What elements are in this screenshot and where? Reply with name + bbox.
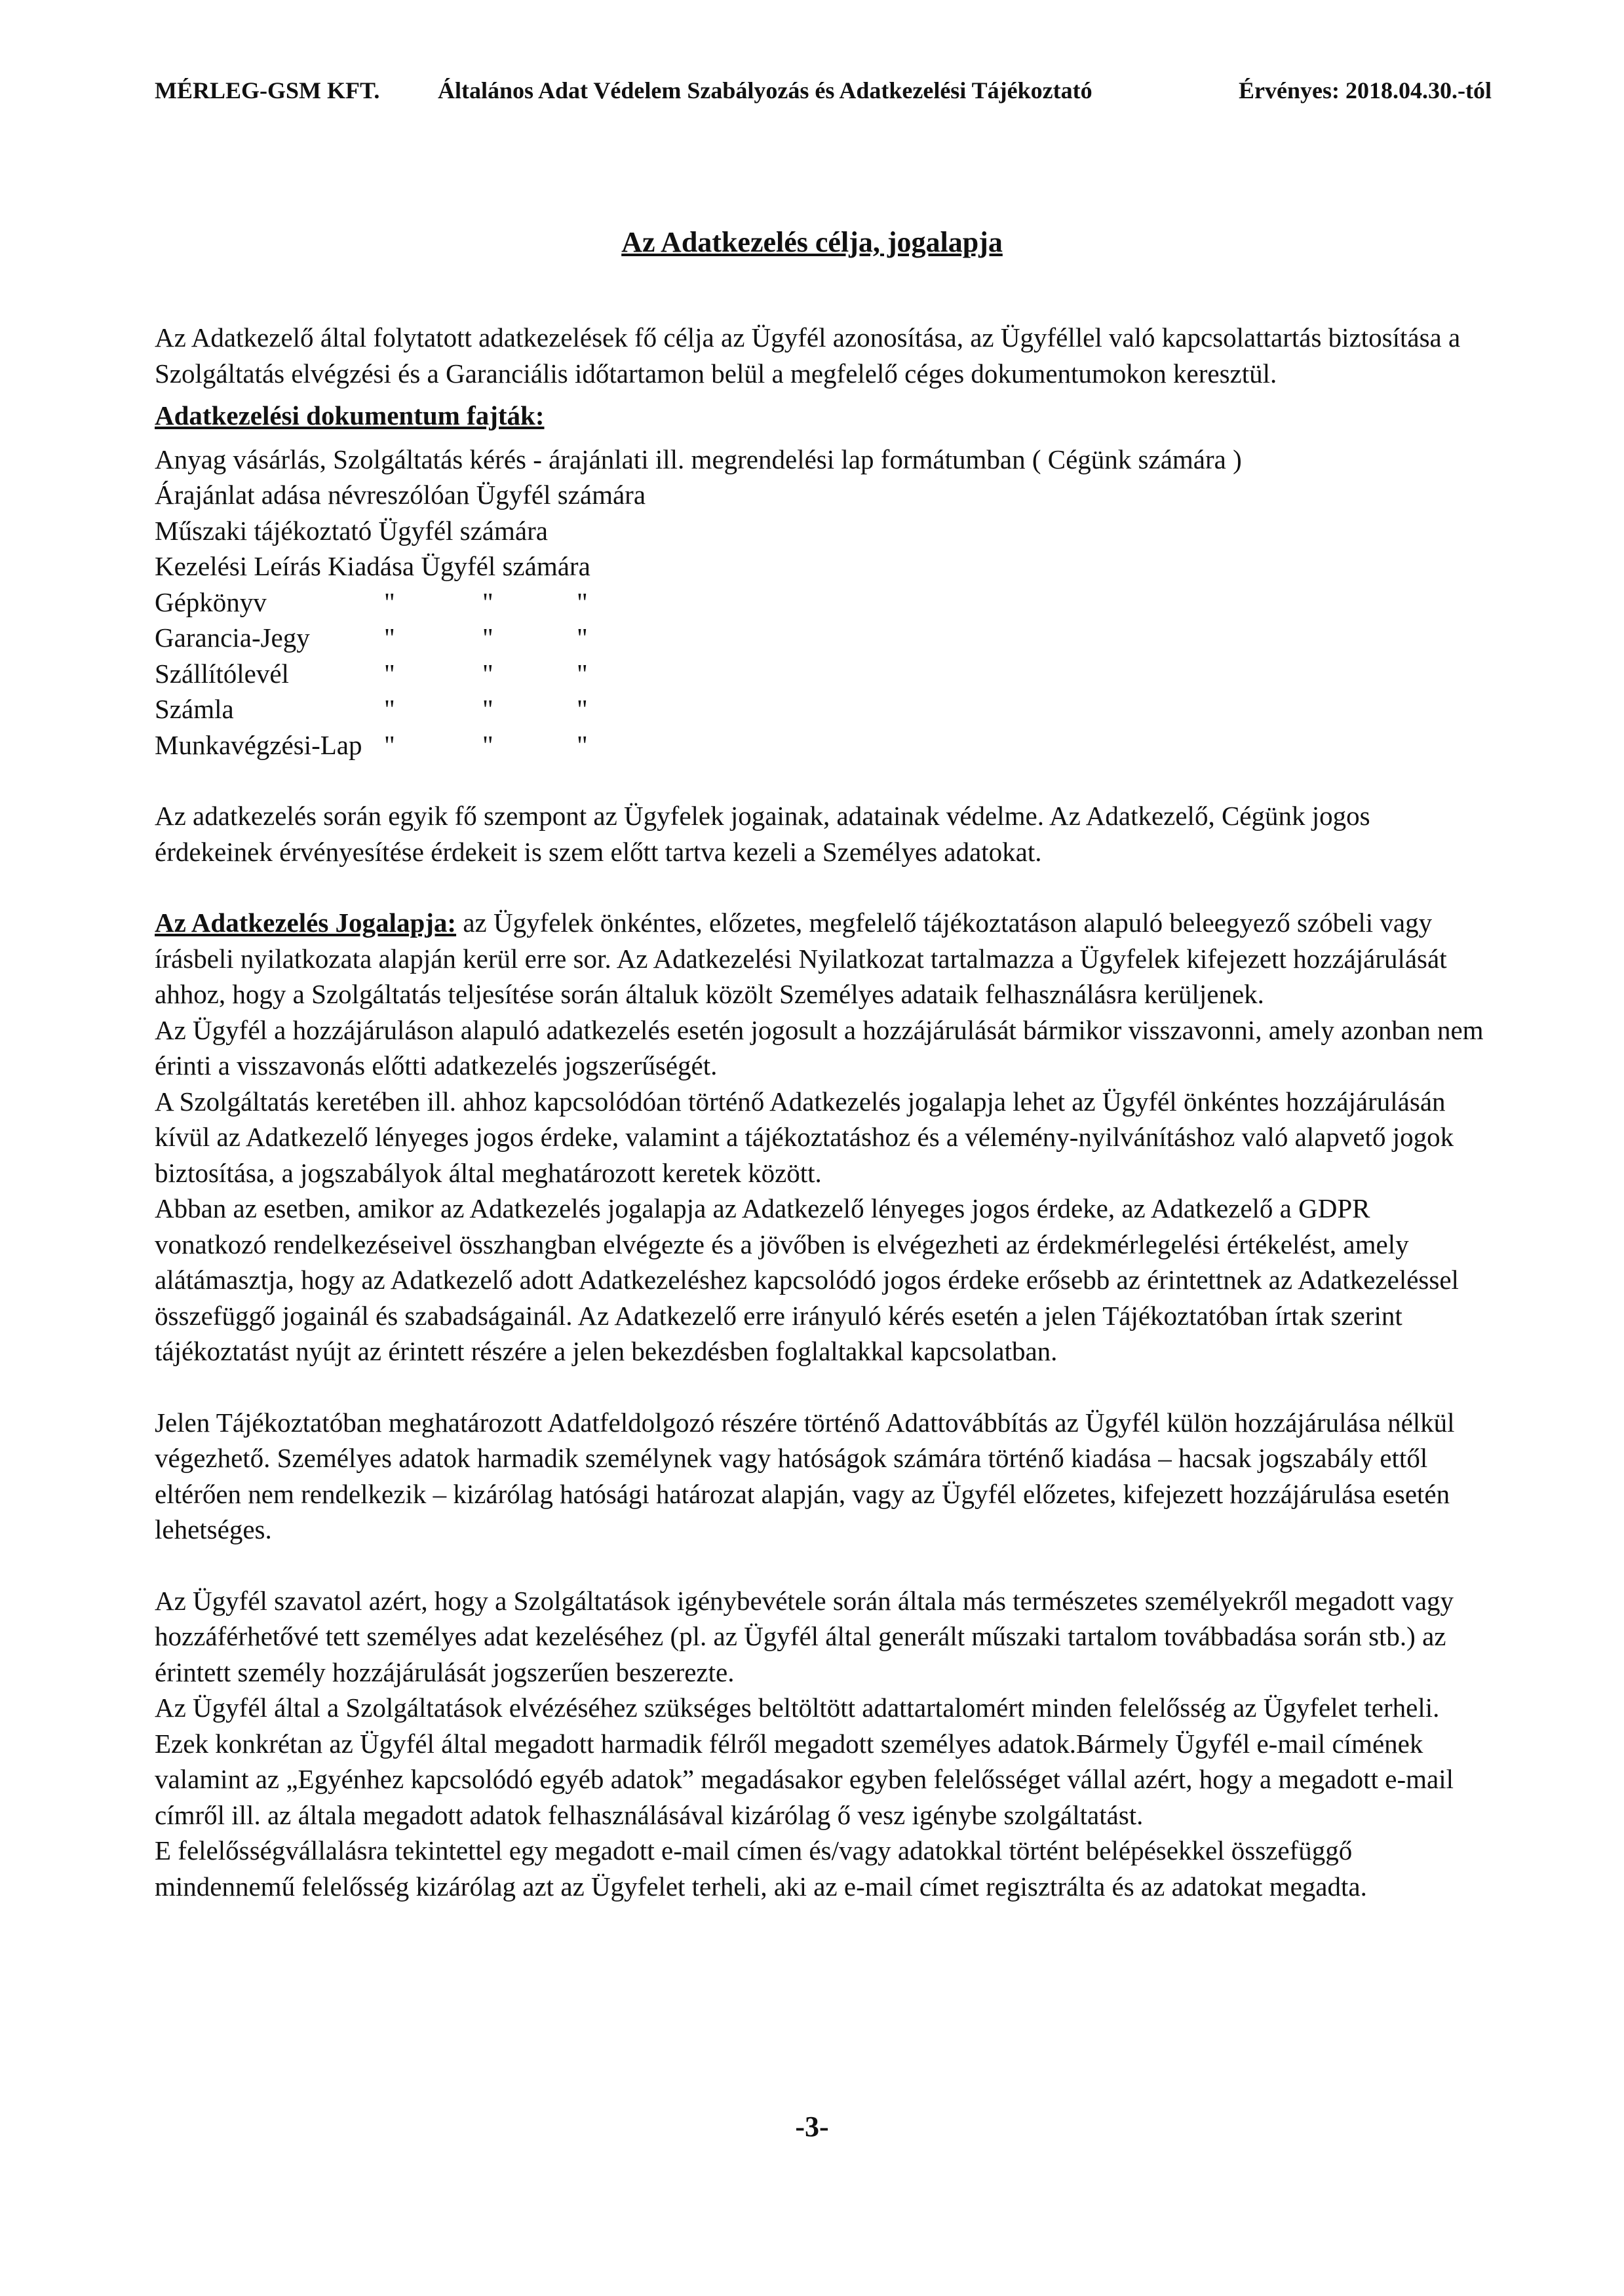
list-item — [155, 620, 1485, 656]
section-title: Az Adatkezelés célja, jogalapja — [621, 226, 1003, 258]
doc-type-list — [155, 584, 1485, 763]
doc-type-name: Garancia-Jegy — [155, 622, 310, 653]
legal-interest-paragraph: A Szolgáltatás keretében ill. ahhoz kapcsolódóan történő Adatkezelés jogalapja lehet az Ügyfél önkéntes hozzájárulásán kívül az Adatkezelő lényeges jogos érdeke, valamint a tájékoztatáshoz és a vélemény-nyilvánításhoz való alapvető jogok biztosítása, a jogszabályok által meghatározott keretek között. — [155, 1086, 1454, 1188]
page-number: -3- — [795, 2111, 829, 2143]
third-party-data-paragraph: Az Ügyfél szavatol azért, hogy a Szolgáltatások igénybevétele során általa más természetes személyekről megadott vagy hozzáférhetővé tett személyes adat kezeléséhez (pl. az Ügyfél által generált műszaki tartalom továbbadása során stb.) az érintett személy hozzájárulását jogszerűen beszerezte. — [155, 1585, 1454, 1687]
consent-withdrawal-paragraph: Az Ügyfél a hozzájáruláson alapuló adatkezelés esetén jogosult a hozzájárulását bármikor visszavonni, amely azonban nem érinti a visszavonás előtti adatkezelés jogszerűségét. — [155, 1014, 1484, 1081]
doc-type-line: Kezelési Leírás Kiadása Ügyfél számára — [155, 551, 590, 581]
list-item — [155, 727, 1485, 763]
doc-type-line: Anyag vásárlás, Szolgáltatás kérés - árajánlati ill. megrendelési lap formátumban ( Cégünk számára ) — [155, 444, 1242, 474]
ditto-mark: " — [384, 729, 395, 760]
doc-type-line: Árajánlat adása névreszólóan Ügyfél számára — [155, 480, 646, 510]
ditto-mark: " — [482, 658, 493, 689]
ditto-mark: " — [384, 694, 395, 724]
ditto-mark: " — [577, 694, 588, 724]
client-responsibility-paragraph: Az Ügyfél által a Szolgáltatások elvézéséhez szükséges beltöltött adattartalomért minden felelősség az Ügyfelet terheli. Ezek konkrétan az Ügyfél által megadott harmadik félről megadott személyes adatok.Bármely Ügyfél e-mail címének valamint az „Egyénhez kapcsolódó egyéb adatok” megadásakor egyben felelősséget vállal azért, hogy a megadott e-mail címről ill. az általa megadott adatok felhasználásával kizárólag ő vesz igénybe szolgáltatást. — [155, 1693, 1454, 1830]
legal-basis-paragraph — [155, 905, 1485, 1012]
gdpr-balancing-paragraph: Abban az esetben, amikor az Adatkezelés jogalapja az Adatkezelő lényeges jogos érdeke, az Adatkezelő a GDPR vonatkozó rendelkezéseivel összhangban elvégezte és a jövőben is elvégezheti az érdekmérlegelési értékelést, amely alátámasztja, hogy az Adatkezelő adott Adatkezeléshez kapcsolódó jogos érdeke erősebb az érintettnek az Adatkezeléssel összefüggő jogainál és szabadságainál. Az Adatkezelő erre irányuló kérés esetén a jelen Tájékoztatóban írtak szerint tájékoztatást nyújt az érintett részére a jelen bekezdésben foglaltakkal kapcsolatban. — [155, 1193, 1459, 1366]
header-document-title: Általános Adat Védelem Szabályozás és Adatkezelési Tájékoztató — [438, 77, 1092, 104]
header-valid-from: Érvényes: 2018.04.30.-tól — [1239, 77, 1492, 104]
doc-type-name: Szállítólevél — [155, 658, 289, 689]
doc-type-name: Munkavégzési-Lap — [155, 729, 362, 760]
ditto-mark: " — [482, 622, 493, 653]
page-header — [155, 71, 1492, 110]
list-item — [155, 656, 1485, 692]
ditto-mark: " — [384, 622, 395, 653]
doc-type-name: Gépkönyv — [155, 586, 267, 617]
ditto-mark: " — [577, 586, 588, 617]
doc-types-heading: Adatkezelési dokumentum fajták: — [155, 400, 545, 430]
header-company: MÉRLEG-GSM KFT. — [155, 77, 380, 104]
ditto-mark: " — [482, 729, 493, 760]
ditto-mark: " — [577, 622, 588, 653]
ditto-mark: " — [577, 658, 588, 689]
ditto-mark: " — [482, 694, 493, 724]
document-body — [155, 320, 1485, 1904]
email-responsibility-paragraph: E felelősségvállalásra tekintettel egy megadott e-mail címen és/vagy adatokkal történt belépésekkel összefüggő mindennemű felelősség kizárólag azt az Ügyfelet terheli, aki az e-mail címet regisztrálta és az adatokat megadta. — [155, 1835, 1367, 1902]
intro-paragraph: Az Adatkezelő által folytatott adatkezelések fő célja az Ügyfél azonosítása, az Ügyféllel való kapcsolattartás biztosítása a Szolgáltatás elvégzési és a Garanciális időtartamon belül a megfelelő céges dokumentumokon keresztül. — [155, 322, 1461, 389]
ditto-mark: " — [482, 586, 493, 617]
data-transfer-paragraph: Jelen Tájékoztatóban meghatározott Adatfeldolgozó részére történő Adattovábbítás az Ügyfél külön hozzájárulása nélkül végezhető. Személyes adatok harmadik személynek vagy hatóságok számára történő kiadása – hacsak jogszabály ettől eltérően nem rendelkezik – kizárólag hatósági határozat alapján, vagy az Ügyfél előzetes, kifejezett hozzájárulása esetén lehetséges. — [155, 1407, 1455, 1544]
ditto-mark: " — [577, 729, 588, 760]
legal-basis-label: Az Adatkezelés Jogalapja: — [155, 908, 457, 938]
doc-type-name: Számla — [155, 694, 234, 724]
legal-basis-text: az Ügyfelek önkéntes, előzetes, megfelelő tájékoztatáson alapuló beleegyező szóbeli vagy írásbeli nyilatkozata alapján kerül erre sor. Az Adatkezelési Nyilatkozat tartalmazza a Ügyfelek kifejezett hozzájárulását ahhoz, hogy a Szolgáltatás teljesítése során általuk közölt Személyes adataik felhasználásra kerüljenek. — [155, 908, 1447, 1009]
doc-type-line: Műszaki tájékoztató Ügyfél számára — [155, 515, 548, 546]
list-item — [155, 691, 1485, 727]
data-protection-paragraph: Az adatkezelés során egyik fő szempont az Ügyfelek jogainak, adatainak védelme. Az Adatkezelő, Cégünk jogos érdekeinek érvényesítése érdekeit is szem előtt tartva kezeli a Személyes adatokat. — [155, 801, 1370, 867]
list-item — [155, 584, 1485, 621]
ditto-mark: " — [384, 586, 395, 617]
ditto-mark: " — [384, 658, 395, 689]
